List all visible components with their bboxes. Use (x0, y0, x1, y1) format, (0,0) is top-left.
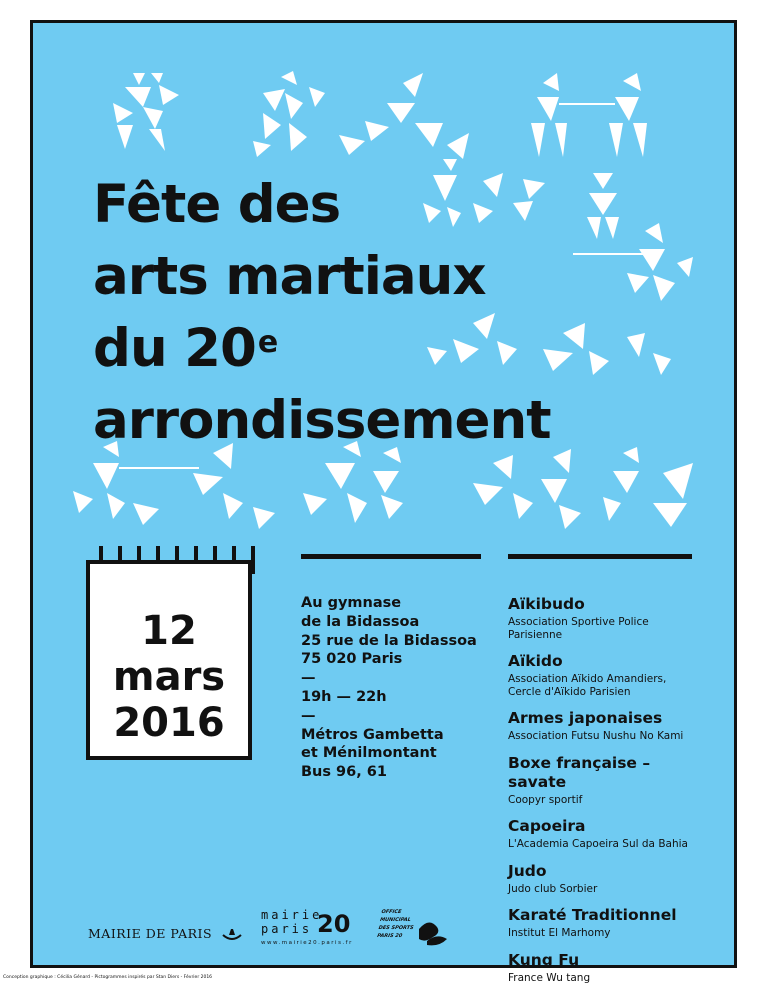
club-name: Karaté Traditionnel (508, 906, 677, 924)
title-line-4: arrondissement (93, 390, 551, 451)
pictograms-top-row-icon (103, 63, 683, 163)
svg-text:DES SPORTS: DES SPORTS (378, 925, 415, 931)
club-association: Association Futsu Nushu No Kami (508, 730, 684, 742)
mairie-20-number: 20 (317, 910, 351, 938)
omsp-logo (376, 903, 451, 951)
club-item (508, 951, 738, 985)
club-association: Judo club Sorbier (508, 882, 598, 895)
credits: Conception graphique : Cécilia Génard - Pictogrammes inspirés par Stan Diers - Février 2016 (3, 975, 213, 980)
venue-line: et Ménilmontant (301, 745, 437, 762)
mairie-ship-icon (221, 927, 243, 943)
club-association: France Wu tang (508, 971, 591, 984)
title-line-1: Fête des (93, 174, 341, 235)
venue-line: Métros Gambetta (301, 726, 444, 743)
venue-rule (301, 554, 481, 559)
club-association: L'Academia Capoeira Sul da Bahia (508, 838, 688, 850)
venue-line: — (301, 707, 316, 724)
club-item (508, 862, 738, 896)
calendar-month: mars (112, 654, 226, 700)
club-name: Judo (508, 861, 547, 880)
mairie-20-url: www.mairie20.paris.fr (261, 940, 353, 946)
mairie-de-paris-logo (88, 926, 243, 943)
club-association: Association Aïkido Amandiers, Cercle d'Aïkido Parisien (508, 673, 667, 698)
venue-line: 19h — 22h (301, 688, 387, 705)
calendar-date (86, 560, 252, 760)
club-item (508, 595, 738, 641)
title-line-2: arts martiaux (93, 246, 486, 307)
club-association: Association Sportive Police Parisienne (508, 616, 649, 641)
club-name: Kung Fu (508, 950, 580, 969)
title-line-3 (93, 313, 551, 385)
venue-line: 75 020 Paris (301, 651, 403, 668)
club-name: Aïkibudo (508, 595, 585, 613)
mairie-20-word2: paris (261, 922, 313, 936)
clubs-list (508, 595, 738, 995)
venue-line: — (301, 670, 316, 687)
venue-line: Bus 96, 61 (301, 764, 387, 781)
title-line-3-text: du 20 (93, 318, 256, 379)
venue-line: Au gymnase (301, 595, 402, 611)
club-item (508, 652, 738, 698)
svg-text:MUNICIPAL: MUNICIPAL (379, 917, 412, 923)
mairie-de-paris-text: MAIRIE DE PARIS (88, 926, 213, 941)
mairie-20-word1: mairie (261, 908, 323, 922)
venue-line: de la Bidassoa (301, 613, 420, 630)
club-item (508, 754, 738, 807)
svg-text:OFFICE: OFFICE (380, 909, 402, 915)
calendar-day: 12 (141, 608, 197, 654)
title-superscript: e (257, 325, 278, 360)
poster-title (93, 169, 551, 457)
mairie-20-logo (261, 908, 353, 946)
venue-info (301, 594, 477, 782)
club-name: Armes japonaises (508, 709, 663, 727)
club-association: Institut El Marhomy (508, 927, 611, 939)
club-association: Coopyr sportif (508, 793, 583, 806)
club-item (508, 709, 738, 743)
svg-text:PARIS 20: PARIS 20 (376, 933, 403, 939)
club-name: Boxe française – savate (508, 753, 651, 791)
calendar-year: 2016 (113, 700, 225, 746)
venue-line: 25 rue de la Bidassoa (301, 632, 477, 649)
club-item (508, 906, 738, 940)
club-name: Aïkido (508, 652, 563, 670)
clubs-rule (508, 554, 692, 559)
club-item (508, 817, 738, 851)
club-name: Capoeira (508, 817, 586, 835)
